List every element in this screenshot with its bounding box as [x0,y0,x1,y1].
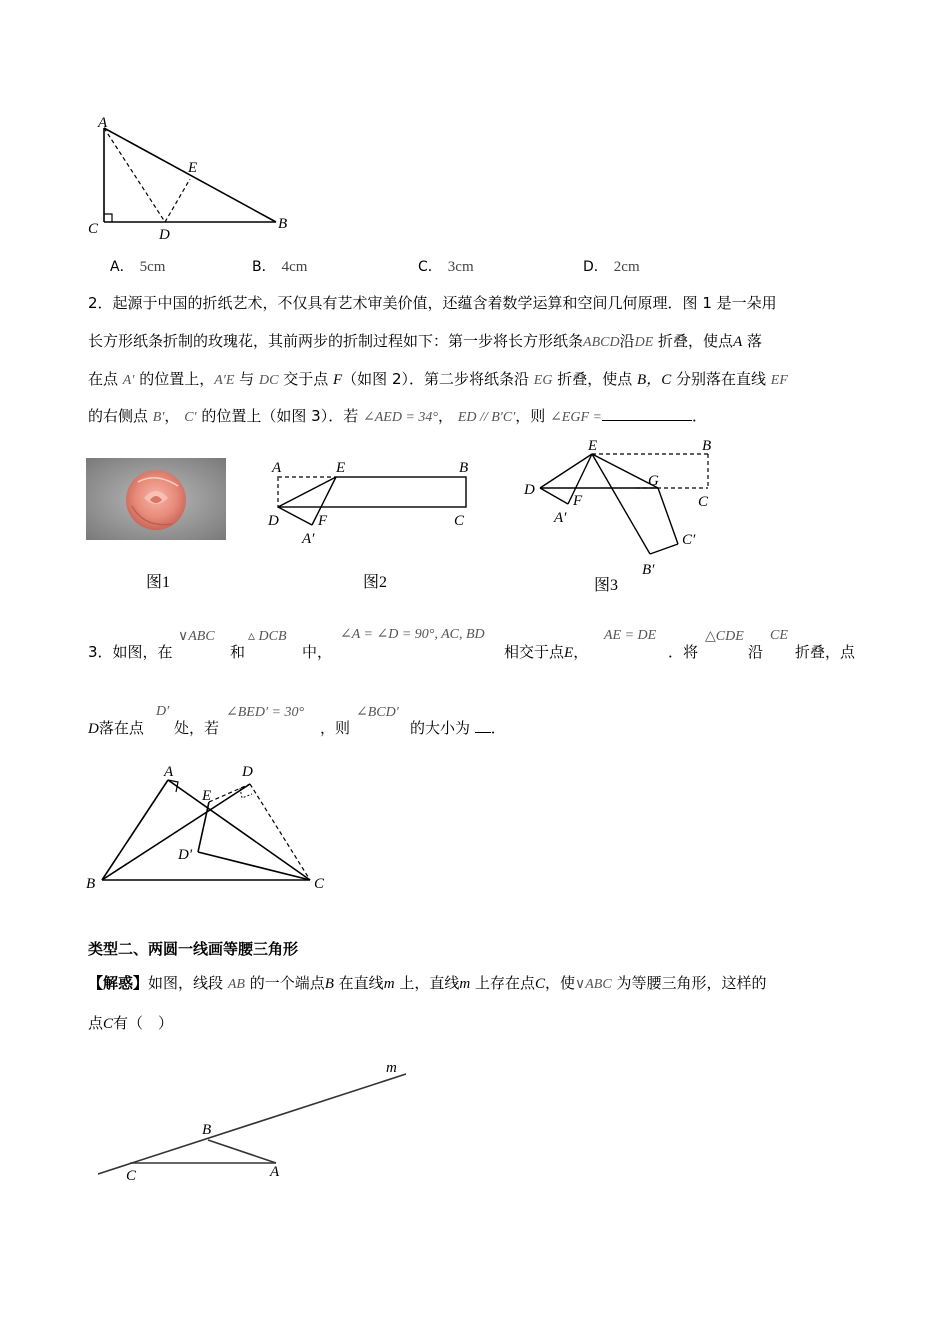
q3-fold2: 折叠，点 [795,643,856,661]
rose-photo [86,458,226,540]
q3-intersect: 相交于点E， [504,643,589,661]
fig3-label-b1: B′ [642,562,655,578]
linefig-label-a: A [270,1164,280,1180]
fig1-label-e: E [188,160,198,176]
fig2-label-f: F [318,513,328,529]
q3-if: 处，若 [174,719,220,737]
fig1-label-a: A [98,115,108,131]
q2-line2: 长方形纸条折制的玫瑰花，其前两步的折制过程如下：第一步将长方形纸条ABCD沿DE 折叠，使点A 落 [88,332,763,350]
q2-line1: 2．起源于中国的折纸艺术，不仅具有艺术审美价值，还蕴含着数学运算和空间几何原理．图 1 是一朵用 [88,294,777,312]
fig3-label-b: B [702,438,712,454]
q3-math-dcb: ▵ DCB [248,629,287,644]
fig3-label-c1: C′ [682,532,696,548]
q3fig-label-a: A [164,764,174,780]
fig2-label-a1: A′ [302,531,315,547]
q3-math-aede: AE = DE [604,628,657,643]
fig2-label-d: D [268,513,279,529]
fig1-label-c: C [88,221,99,237]
section-title: 类型二、两圆一线画等腰三角形 [88,940,299,958]
q3-math-cde: △CDE [705,629,744,644]
q3fig-label-b: B [86,876,96,892]
fig2-label-e: E [336,460,346,476]
option-c[interactable]: C． 3cm [418,259,474,275]
fig3-diagram [516,436,736,586]
q3-math-cond: ∠A = ∠D = 90°, AC, BD [340,627,485,642]
caption-fig2: 图2 [363,574,388,591]
fig1-label-d: D [159,227,170,243]
fig3-label-e: E [588,438,598,454]
fig3-label-f: F [573,493,583,509]
q3-size: 的大小为 ． [410,719,506,737]
q3-math-bed: ∠BED′ = 30° [226,705,305,720]
q3-answer-blank[interactable] [475,718,491,733]
section-line2: 点C有（ ） [88,1014,174,1032]
section-line1: 【解惑】如图，线段 AB 的一个端点B 在直线m 上，直线m 上存在点C，使∨ABC 为等腰三角形，这样的 [88,974,767,992]
q3fig-label-c: C [314,876,325,892]
fig1-triangle [80,108,310,248]
q2-answer-blank[interactable] [602,406,692,421]
q3-math-d1: D′ [156,704,170,719]
q3-diagram [82,758,342,894]
fig2-label-c: C [454,513,465,529]
q3fig-label-e: E [202,788,212,804]
q3-in: 中， [302,643,333,661]
option-a[interactable]: A． 5cm [110,259,166,275]
fig3-label-d: D [524,482,535,498]
linefig-label-c: C [126,1168,137,1184]
q3-start: 3．如图，在 [88,643,173,661]
linefig-label-b: B [202,1122,212,1138]
q3-then: ，则 [320,719,351,737]
line-m-diagram [90,1056,420,1186]
option-b[interactable]: B． 4cm [252,259,308,275]
q2-line3: 在点 A′ 的位置上，A′E 与 DC 交于点 F（如图 2）．第二步将纸条沿 EG 折叠，使点 B，C 分别落在直线 EF [88,370,788,388]
fig3-label-c: C [698,494,709,510]
q3-line2-start: D落在点 [88,719,144,737]
fig2-diagram [264,455,484,550]
fig2-label-a: A [272,460,282,476]
linefig-label-m: m [386,1060,397,1076]
q3fig-label-d1: D′ [178,847,193,863]
q3-fold: ．将 [668,643,699,661]
fig2-label-b: B [459,460,469,476]
q3-math-bcd: ∠BCD′ [356,705,399,720]
q3-along: 沿 [748,643,764,661]
option-d[interactable]: D． 2cm [583,259,640,275]
q3fig-label-d: D [242,764,253,780]
q2-line4: 的右侧点 B′， C′ 的位置上（如图 3）．若 ∠AED = 34°， ED // B′C′，则 ∠EGF = ． [88,407,707,425]
fig1-label-b: B [278,216,288,232]
q3-and: 和 [230,643,246,661]
caption-fig1: 图1 [146,574,171,591]
fig3-label-a1: A′ [554,510,567,526]
q3-math-ce: CE [770,628,788,643]
fig3-label-g: G [648,473,659,489]
caption-fig3: 图3 [594,577,619,594]
q3-math-abc: ∨ABC [178,629,215,644]
